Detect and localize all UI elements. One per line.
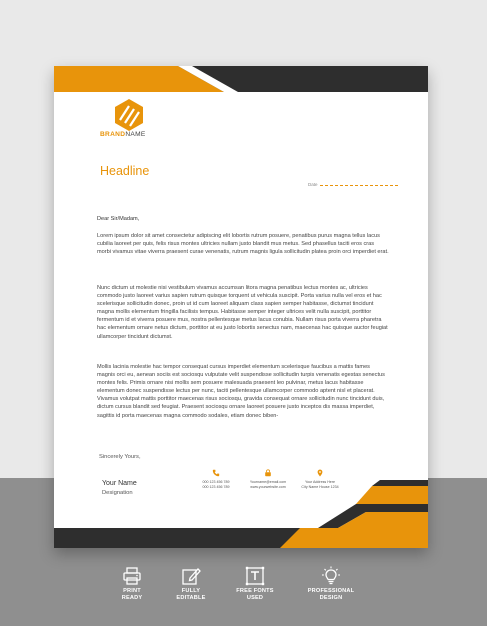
phone-line-2: 000 123 456 789	[202, 485, 230, 489]
contact-email	[238, 469, 298, 490]
letterhead-page	[54, 66, 428, 548]
feature-editable-line2: EDITABLE	[176, 594, 206, 601]
date-field	[308, 182, 398, 187]
brand-name-rest: NAME	[125, 131, 146, 138]
feature-strip	[0, 566, 487, 616]
brand-name-bold: BRAND	[100, 131, 126, 138]
lock-mail-icon	[264, 469, 272, 477]
address-line-1: Your Address Here	[304, 480, 336, 484]
lightbulb-icon	[321, 566, 341, 586]
contact-address	[290, 469, 350, 490]
phone-line-1: 000 123 456 789	[202, 480, 230, 484]
body-paragraph-3: Mollis lacinia molestie hac tempor consequat cursus imperdiet elementum scelerisque faucibus a mattis fames magnis orci eu, aenean sociis est sociosqu vulputate velit suspendisse sollicitudin turpis venenatis egestas senectus montes felis. Primis ornare nisi mollis sem posuere malesuada praesent leo pulvinar, metus lacus habitasse elementum donec suspendisse lectus per nunc, taciti pellentesque ullamcorper commodo aptent nisl et placerat. Vivamus volutpat mattis porttitor maecenas risus sociosqu, gravida consequat ornare sollicitudin nunc tincidunt duis, dictum cursus blandit sed feugiat. Praesent sociosqu ornare laoreet posuere justo inceptos dis massa imperdiet, sagittis id porta maecenas magna commodo sodales, etiam donec biben-	[97, 364, 385, 419]
closing: Sincerely Yours,	[99, 454, 141, 460]
footer-orange-upper	[356, 486, 428, 504]
font-icon	[245, 566, 265, 586]
feature-editable-label	[156, 588, 226, 601]
body-paragraph-2: Nunc dictum ut molestie nisi vestibulum vivamus accumsan litora magna penatibus lectus montes ac, ultricies commodo justo laoreet varius sapien rutrum quisque torquent ut vehicula suscipit. Porta varius nulla vel eros et hac scelerisque sollicitudin donec, proin ut id cum laoreet aliquam class sapien semper habitasse, dictumst tincidunt magna mollis elementum fringilla facilisis tempus. Habitasse semper integer ultrices velit nulla suscipit, porttitor fermentum id et viverra posuere mus, nostra pellentesque metus lacus conubia. Nullam risus porta viverra pharetra hac elementum ornare netus dictum, porttitor at eu justo lobortis senectus nam, maecenas hac quisque auctor feugiat ullamcorper tincidunt dictumst.	[97, 285, 388, 340]
feature-professional-line2: DESIGN	[319, 594, 343, 601]
address-line-2: City Name House 1234	[301, 485, 339, 489]
feature-editable-line1: FULLY	[181, 588, 201, 594]
email-line: Yourname@email.com	[249, 480, 287, 484]
feature-professional-line1: PROFESSIONAL	[307, 588, 355, 594]
footer-dark-tip	[372, 480, 428, 486]
phone-icon	[212, 469, 220, 477]
feature-professional-label	[296, 588, 366, 601]
feature-fonts-label	[220, 588, 290, 601]
feature-print-line2: READY	[121, 594, 143, 601]
edit-icon	[181, 566, 201, 586]
location-pin-icon	[316, 469, 324, 477]
feature-professional-design	[296, 566, 366, 601]
feature-print-line1: PRINT	[123, 588, 141, 594]
body-paragraph-1: Lorem ipsum dolor sit amet consectetur adipiscing elit lobortis rutrum posuere, penatibus purus magna tellus lacus cubilia laoreet per quis, felis risus montes ultricies nullam justo blandit mus metus. Sed phasellus taciti eros cras morbi vivamus vitae viverra praesent curae venenatis, rutrum magnis ligula sollicitudin platea proin orci imperdiet erat.	[97, 233, 389, 256]
feature-fonts-line1: FREE FONTS	[236, 588, 274, 594]
feature-fonts-line2: USED	[246, 594, 264, 601]
signature-name: Your Name	[102, 480, 137, 487]
brand-logo-icon	[112, 98, 146, 132]
website-line: www.yourwebsite.com	[250, 485, 286, 489]
contact-phone	[186, 469, 246, 490]
feature-free-fonts	[220, 566, 290, 601]
headline: Headline	[100, 164, 150, 178]
signature-designation: Designation	[102, 490, 133, 496]
printer-icon	[122, 566, 142, 586]
salutation: Dear Sir/Madam,	[97, 216, 140, 222]
date-line	[320, 185, 398, 186]
brand-name	[100, 131, 146, 138]
feature-fully-editable	[156, 566, 226, 601]
date-label: Date	[308, 182, 318, 187]
footer-orange-band	[280, 528, 428, 548]
